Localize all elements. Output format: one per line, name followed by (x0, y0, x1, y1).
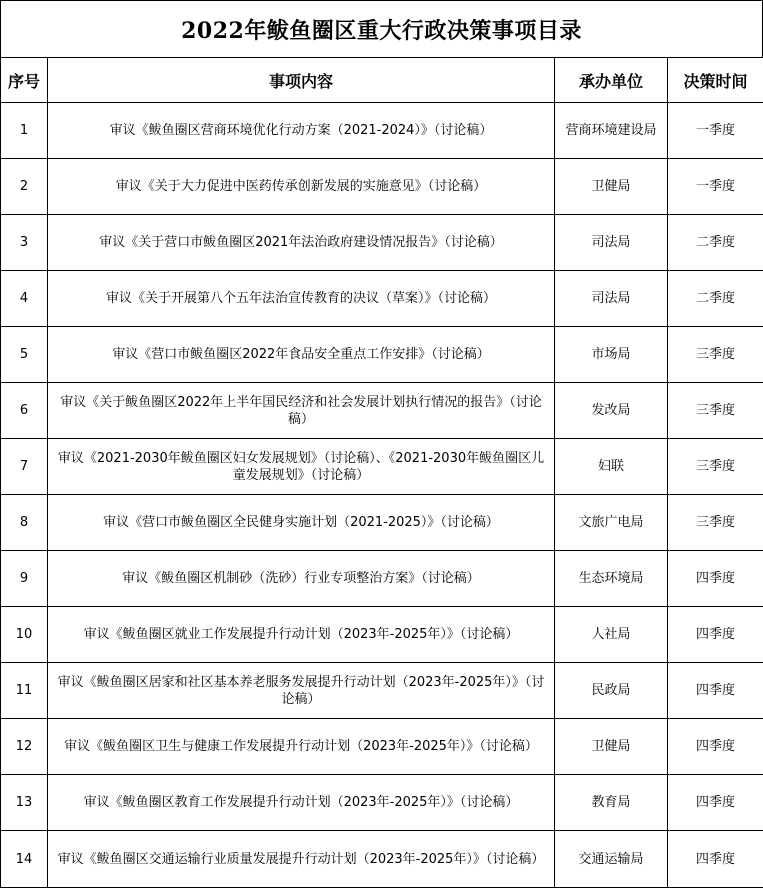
table-row (1, 383, 763, 439)
row-unit: 市场局 (555, 327, 668, 383)
header-content: 事项内容 (48, 58, 555, 103)
row-content: 审议《关于鲅鱼圈区2022年上半年国民经济和社会发展计划执行情况的报告》（讨论稿） (48, 383, 555, 439)
row-time: 三季度 (668, 495, 763, 551)
row-no: 14 (1, 831, 48, 888)
row-unit: 卫健局 (555, 159, 668, 215)
row-unit: 妇联 (555, 439, 668, 495)
table-row (1, 103, 763, 159)
row-content: 审议《营口市鲅鱼圈区2022年食品安全重点工作安排》（讨论稿） (48, 327, 555, 383)
table-row (1, 551, 763, 607)
row-time: 四季度 (668, 551, 763, 607)
row-content: 审议《营口市鲅鱼圈区全民健身实施计划（2021-2025）》（讨论稿） (48, 495, 555, 551)
row-content: 审议《鲅鱼圈区居家和社区基本养老服务发展提升行动计划（2023年-2025年）》（讨论稿） (48, 663, 555, 719)
row-content: 审议《关于开展第八个五年法治宣传教育的决议（草案）》（讨论稿） (48, 271, 555, 327)
row-time: 四季度 (668, 775, 763, 831)
header-unit: 承办单位 (555, 58, 668, 103)
row-content: 审议《鲅鱼圈区机制砂（洗砂）行业专项整治方案》（讨论稿） (48, 551, 555, 607)
row-no: 10 (1, 607, 48, 663)
row-time: 三季度 (668, 383, 763, 439)
table-row (1, 271, 763, 327)
row-unit: 教育局 (555, 775, 668, 831)
row-no: 4 (1, 271, 48, 327)
table-row (1, 439, 763, 495)
row-unit: 文旅广电局 (555, 495, 668, 551)
row-content: 审议《关于大力促进中医药传承创新发展的实施意见》（讨论稿） (48, 159, 555, 215)
row-no: 3 (1, 215, 48, 271)
row-time: 四季度 (668, 719, 763, 775)
row-unit: 发改局 (555, 383, 668, 439)
row-no: 8 (1, 495, 48, 551)
row-time: 四季度 (668, 831, 763, 888)
row-time: 三季度 (668, 439, 763, 495)
catalog-table (0, 57, 763, 888)
row-time: 三季度 (668, 327, 763, 383)
row-content: 审议《鲅鱼圈区就业工作发展提升行动计划（2023年-2025年）》（讨论稿） (48, 607, 555, 663)
row-content: 审议《鲅鱼圈区教育工作发展提升行动计划（2023年-2025年）》（讨论稿） (48, 775, 555, 831)
row-time: 四季度 (668, 663, 763, 719)
table-row (1, 495, 763, 551)
table-row (1, 327, 763, 383)
row-no: 11 (1, 663, 48, 719)
table-row (1, 663, 763, 719)
header-time: 决策时间 (668, 58, 763, 103)
row-content: 审议《2021-2030年鲅鱼圈区妇女发展规划》（讨论稿）、《2021-2030年鲅鱼圈区儿童发展规划》（讨论稿） (48, 439, 555, 495)
table-row (1, 159, 763, 215)
row-time: 二季度 (668, 215, 763, 271)
row-time: 二季度 (668, 271, 763, 327)
row-unit: 人社局 (555, 607, 668, 663)
row-no: 7 (1, 439, 48, 495)
row-no: 12 (1, 719, 48, 775)
row-unit: 民政局 (555, 663, 668, 719)
row-no: 1 (1, 103, 48, 159)
header-no: 序号 (1, 58, 48, 103)
table-row (1, 215, 763, 271)
table-row (1, 831, 763, 888)
row-content: 审议《鲅鱼圈区营商环境优化行动方案（2021-2024）》（讨论稿） (48, 103, 555, 159)
row-unit: 生态环境局 (555, 551, 668, 607)
row-no: 5 (1, 327, 48, 383)
row-unit: 交通运输局 (555, 831, 668, 888)
row-content: 审议《关于营口市鲅鱼圈区2021年法治政府建设情况报告》（讨论稿） (48, 215, 555, 271)
row-time: 一季度 (668, 159, 763, 215)
row-unit: 营商环境建设局 (555, 103, 668, 159)
row-no: 13 (1, 775, 48, 831)
header-row (1, 58, 763, 103)
table-row (1, 775, 763, 831)
row-unit: 司法局 (555, 271, 668, 327)
row-time: 一季度 (668, 103, 763, 159)
row-unit: 司法局 (555, 215, 668, 271)
title-row (0, 0, 763, 57)
row-no: 6 (1, 383, 48, 439)
row-no: 2 (1, 159, 48, 215)
table-row (1, 719, 763, 775)
row-content: 审议《鲅鱼圈区卫生与健康工作发展提升行动计划（2023年-2025年）》（讨论稿） (48, 719, 555, 775)
row-time: 四季度 (668, 607, 763, 663)
row-unit: 卫健局 (555, 719, 668, 775)
row-no: 9 (1, 551, 48, 607)
page-title: 2022年鲅鱼圈区重大行政决策事项目录 (181, 14, 582, 45)
table-row (1, 607, 763, 663)
row-content: 审议《鲅鱼圈区交通运输行业质量发展提升行动计划（2023年-2025年）》（讨论稿） (48, 831, 555, 888)
